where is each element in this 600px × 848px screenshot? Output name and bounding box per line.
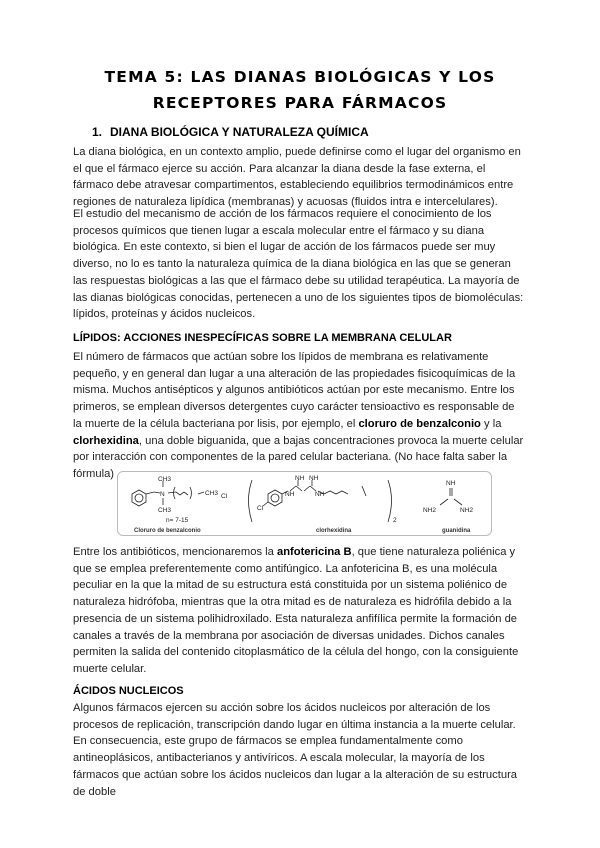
paragraph-lipidos [73, 349, 525, 483]
lipidos-text-a: El número de fármacos que actúan sobre los lípidos de membrana es relativamente pequeño, y en general dan lugar a una alteración de las propiedades fisicoquímicas de la misma. Muchos antisépticos y algunos antibióticos actúan por este mecanismo. Entre los primeros, se emplean diversos detergentes cuyo carácter tensioactivo es responsable de la muerte de la célula bacteriana por lisis, por ejemplo, el [73, 351, 516, 430]
section-heading-diana [92, 125, 369, 139]
chloro-label: Cl [257, 505, 264, 512]
paragraph-acidos-nucleicos: Algunos fármacos ejercen su acción sobre los ácidos nucleicos por alteración de los procesos de replicación, transcripción dando lugar en última instancia a la muerte celular. En consecuencia, este grupo de fármacos se emplea fundamentalmente como antineoplásicos, antibacterianos y antivíricos. A escala molecular, la mayoría de los fármacos que actúan sobre los ácidos nucleicos dan lugar a la alteración de su estructura de doble [73, 702, 518, 798]
nh-label-guanidina: NH [446, 480, 456, 487]
anfotericina-text-a: Entre los antibióticos, mencionaremos la [73, 546, 277, 558]
n-range-label: n= 7-15 [166, 517, 189, 524]
nh-label-4: NH [315, 491, 325, 498]
structures-drawing [118, 472, 491, 535]
nitrogen-label: N [160, 491, 165, 498]
document-title-line1: TEMA 5: LAS DIANAS BIOLÓGICAS Y LOS [104, 68, 496, 86]
paragraph-mecanismo-accion: El estudio del mecanismo de acción de los fármacos requiere el conocimiento de los procesos químicos que tienen lugar a escala molecular entre el fármaco y su diana biológica. En este contexto, si bien el lugar de acción de los fármacos puede ser muy diverso, no lo es tanto la naturaleza química de la diana biológica en las que se generan las respuestas biológicas a las que el fármaco debe su utilidad terapéutica. La mayoría de las dianas biológicas conocidas, pertenecen a uno de los siguientes tipos de biomoléculas: lípidos, proteínas y ácidos nucleicos. [73, 208, 524, 321]
section-number: 1. [92, 125, 103, 139]
document-title-line2: RECEPTORES PARA FÁRMACOS [152, 94, 448, 112]
anfotericina-text-b: , que tiene naturaleza poliénica y que se emplea preferentemente como antifúngico. La anfotericina B, es una molécula peculiar en la que la mitad de su estructura está constituida por un sistema poliénico de naturaleza hidrófoba, mientras que la otra mitad es de naturaleza es hidrófila debido a la presencia de un sistema polihidroxilado. Esta naturaleza anfifílica permite la formación de canales a través de la membrana por asociación de diversas unidades. Dichos canales permiten la salida del contenido citoplasmático de la célula del hongo, con la consiguiente muerte celular. [73, 546, 519, 675]
term-clorhexidina: clorhexidina [73, 434, 139, 447]
benzalconio-structure [132, 481, 204, 506]
lipidos-text-c: , una doble biguanida, que a bajas concentraciones provoca la muerte celular por interacción con componentes de la pared celular bacteriana. (No hace falta saber la fórmula) [73, 434, 524, 480]
term-cloruro-benzalconio: cloruro de benzalconio [358, 417, 481, 430]
methyl-label-top: CH3 [158, 476, 172, 483]
chloride-label: Cl [221, 493, 228, 500]
guanidina-structure [440, 488, 462, 505]
label-guanidina: guanidina [442, 528, 471, 534]
section-heading-acidos-nucleicos: ÁCIDOS NUCLEICOS [73, 685, 184, 697]
paragraph-diana-definition: La diana biológica, en un contexto amplio, puede definirse como el lugar del organismo en el que el fármaco ejerce su acción. Para alcanzar la diana desde la fase externa, el fármaco debe atravesar compartimentos, estableciendo equilibrios termodinámicos entre regiones de naturaleza lipídica (membranas) y acuosas (fluidos intra e intercelulares). [73, 146, 521, 209]
paragraph-anfotericina [73, 544, 525, 678]
clorhexidina-structure [249, 480, 392, 522]
nh2-label-left: NH2 [423, 507, 437, 514]
lipidos-text-b: y la [480, 417, 502, 430]
label-clorhexidina: clorhexidina [316, 528, 352, 534]
term-anfotericina-b: anfotericina B [276, 546, 352, 558]
nh-label-1: NH [285, 491, 295, 498]
nh-label-3: NH [309, 475, 319, 482]
methyl-label-bottom: CH3 [158, 507, 172, 514]
nh-label-2: NH [295, 475, 305, 482]
methyl-label-tail: CH3 [205, 490, 219, 497]
label-cloruro-benzalconio: Cloruro de benzalconio [134, 528, 201, 534]
nh2-label-right: NH2 [460, 507, 474, 514]
chemical-structures-figure [117, 471, 492, 536]
subscript-two: 2 [393, 517, 397, 524]
section-heading-lipidos: LÍPIDOS: ACCIONES INESPECÍFICAS SOBRE LA MEMBRANA CELULAR [73, 332, 452, 344]
section-heading-text: DIANA BIOLÓGICA Y NATURALEZA QUÍMICA [110, 125, 369, 139]
